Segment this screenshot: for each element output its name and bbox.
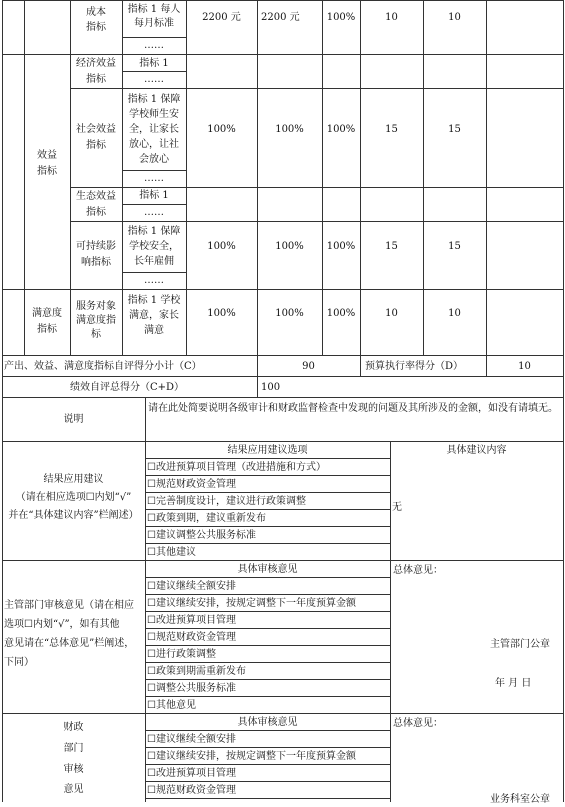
- sustain-rate: 100%: [326, 241, 356, 252]
- grid-row-top: [2, 0, 564, 1]
- grid-row-expl-end: [2, 441, 564, 442]
- subtotal-label: 产出、效益、满意度指标自评得分小计（C）: [4, 361, 202, 372]
- grid-result-row-4: [145, 509, 390, 510]
- grid-fin-row-2: [145, 747, 390, 748]
- result-option-3[interactable]: ☐完善制度设计，建议进行政策调整: [147, 496, 306, 507]
- grid-result-row-3: [145, 492, 390, 493]
- cost-target: 2200 元: [202, 12, 241, 23]
- satisfaction-indicator-item: 指标 1 学校 满意，家长 满意: [127, 295, 181, 336]
- sustain-indicator-label: 可持续影 响指标: [76, 241, 116, 268]
- cost-ellipsis: ……: [144, 40, 164, 51]
- sustain-weight: 15: [385, 241, 398, 252]
- explanation-text[interactable]: 请在此处简要说明各级审计和财政监督检查中发现的问题及其所涉及的金额，如没有请填无。: [148, 403, 558, 414]
- social-target: 100%: [207, 124, 236, 135]
- dept-seal: 主管部门公章: [490, 639, 550, 650]
- grid-dept-row-5: [145, 645, 390, 646]
- grid-row-dept-end: [2, 713, 564, 714]
- finance-overall-label[interactable]: 总体意见：: [393, 718, 443, 729]
- finance-label-line-2: 部门: [63, 743, 84, 754]
- economic-indicator-item: 指标 1: [139, 58, 169, 69]
- result-option-5[interactable]: ☐建议调整公共服务标准: [147, 530, 256, 541]
- grid-dept-row-8: [145, 696, 390, 697]
- dept-option-5[interactable]: ☐进行政策调整: [147, 649, 216, 660]
- grid-row-total-end: [2, 397, 564, 398]
- dept-overall-label[interactable]: 总体意见：: [393, 565, 443, 576]
- cost-weight: 10: [385, 12, 398, 23]
- grid-row-result-end: [2, 560, 564, 561]
- social-indicator-item: 指标 1 保障 学校师生安 全，让家长 放心，让社 会放心: [127, 94, 181, 165]
- eco-indicator-label: 生态效益 指标: [76, 191, 116, 218]
- satisfaction-group-label: 满意度 指标: [32, 308, 62, 335]
- dept-option-3[interactable]: ☐改进预算项目管理: [147, 615, 236, 626]
- dept-date: 年 月 日: [495, 678, 532, 689]
- grid-row-cost-end: [2, 54, 564, 55]
- result-content-header: 具体建议内容: [446, 445, 507, 456]
- social-actual: 100%: [275, 124, 304, 135]
- result-option-1[interactable]: ☐改进预算项目管理（改进措施和方式）: [147, 462, 326, 473]
- dept-option-6[interactable]: ☐政策到期需重新发布: [147, 666, 246, 677]
- finance-label-line-3: 审核: [63, 764, 84, 775]
- result-option-2[interactable]: ☐规范财政资金管理: [147, 479, 236, 490]
- grid-dept-row-7: [145, 679, 390, 680]
- grid-row-eco-end: [70, 221, 564, 222]
- eco-indicator-item: 指标 1: [139, 190, 169, 201]
- result-label-line-3: 并在“具体建议内容”栏阐述）: [8, 510, 139, 521]
- finance-option-1[interactable]: ☐建议继续全额安排: [147, 734, 236, 745]
- grid-fin-row-3: [145, 764, 390, 765]
- finance-option-3[interactable]: ☐改进预算项目管理: [147, 768, 236, 779]
- dept-option-4[interactable]: ☐规范财政资金管理: [147, 632, 236, 643]
- border-right: [563, 0, 564, 802]
- grid-result-col: [390, 441, 391, 802]
- grid-fin-row-4: [145, 781, 390, 782]
- sustain-score: 15: [448, 241, 461, 252]
- finance-option-4[interactable]: ☐规范财政资金管理: [147, 785, 236, 796]
- dept-review-header: 具体审核意见: [237, 564, 298, 575]
- finance-seal: 业务科室公章: [490, 794, 550, 805]
- border-left: [2, 0, 3, 802]
- grid-result-row-6: [145, 543, 390, 544]
- economic-indicator-label: 经济效益 指标: [76, 58, 116, 85]
- social-ellipsis: ……: [144, 173, 164, 184]
- cost-rate: 100%: [326, 12, 356, 23]
- grid-row-econ-end: [70, 88, 564, 89]
- grid-dept-row-4: [145, 628, 390, 629]
- grid-dept-row-6: [145, 662, 390, 663]
- result-content[interactable]: 无: [392, 502, 402, 513]
- grid-result-row-2: [145, 475, 390, 476]
- total-score-value: 100: [261, 382, 281, 393]
- dept-option-2[interactable]: ☐建议继续安排，按规定调整下一年度预算金额: [147, 598, 356, 609]
- sustain-indicator-item: 指标 1 保障 学校安全， 长年雇佣: [127, 226, 181, 267]
- cost-indicator-item: 指标 1 每人 每月标准: [127, 4, 181, 29]
- dept-label-line-3: 意见请在“总体意见”栏阐述，: [4, 638, 135, 649]
- total-score-label: 绩效自评总得分（C+D）: [70, 382, 185, 393]
- eco-ellipsis: ……: [144, 207, 164, 218]
- subtotal-value: 90: [302, 361, 315, 372]
- benefit-group-label: 效益 指标: [37, 150, 57, 177]
- social-weight: 15: [385, 124, 398, 135]
- result-options-header: 结果应用建议选项: [227, 445, 308, 456]
- dept-option-1[interactable]: ☐建议继续全额安排: [147, 581, 236, 592]
- grid-dept-row-3: [145, 611, 390, 612]
- grid-fin-row-1: [145, 730, 390, 731]
- dept-option-8[interactable]: ☐其他意见: [147, 700, 196, 711]
- satisfaction-indicator-label: 服务对象 满意度指 标: [76, 301, 116, 340]
- grid-row-benefit-end: [2, 289, 564, 290]
- budget-execution-label: 预算执行率得分（D）: [365, 361, 464, 372]
- satisfaction-target: 100%: [207, 308, 236, 319]
- satisfaction-score: 10: [448, 308, 461, 319]
- finance-label-line-1: 财政: [63, 722, 84, 733]
- grid-row-satisfaction-end: [2, 355, 564, 356]
- sustain-actual: 100%: [275, 241, 304, 252]
- sustain-ellipsis: ……: [144, 275, 164, 286]
- dept-label-line-4: 下同）: [4, 657, 34, 668]
- finance-option-2[interactable]: ☐建议继续安排，按规定调整下一年度预算金额: [147, 751, 356, 762]
- social-rate: 100%: [326, 124, 356, 135]
- dept-label-line-1: 主管部门审核意见（请在相应: [4, 600, 134, 611]
- result-label-line-1: 结果应用建议: [43, 474, 104, 485]
- grid-dept-row-1: [145, 577, 390, 578]
- cost-actual: 2200 元: [261, 12, 300, 23]
- grid-result-row-1: [145, 458, 390, 459]
- satisfaction-actual: 100%: [275, 308, 304, 319]
- satisfaction-weight: 10: [385, 308, 398, 319]
- satisfaction-rate: 100%: [326, 308, 356, 319]
- grid-result-row-5: [145, 526, 390, 527]
- result-option-4[interactable]: ☐政策到期，建议重新发布: [147, 513, 266, 524]
- cost-indicator-label: 成本 指标: [86, 7, 106, 33]
- social-indicator-label: 社会效益 指标: [76, 124, 116, 151]
- dept-option-7[interactable]: ☐调整公共服务标准: [147, 683, 236, 694]
- explanation-label: 说明: [63, 414, 84, 425]
- finance-label-line-4: 意见: [63, 784, 84, 795]
- grid-dept-row-2: [145, 594, 390, 595]
- result-label-line-2: （请在相应选项☐内划“√”: [15, 492, 132, 503]
- grid-row-subtotal-end: [2, 376, 564, 377]
- grid-sub-col-2: [360, 355, 361, 376]
- cost-score: 10: [448, 12, 461, 23]
- social-score: 15: [448, 124, 461, 135]
- budget-execution-value: 10: [518, 361, 531, 372]
- result-option-6[interactable]: ☐其他建议: [147, 547, 196, 558]
- economic-ellipsis: ……: [144, 74, 164, 85]
- dept-label-line-2: 选项☐内划“√”，如有其他: [4, 619, 120, 630]
- sustain-target: 100%: [207, 241, 236, 252]
- grid-fin-row-5: [145, 798, 390, 799]
- finance-review-header: 具体审核意见: [237, 717, 298, 728]
